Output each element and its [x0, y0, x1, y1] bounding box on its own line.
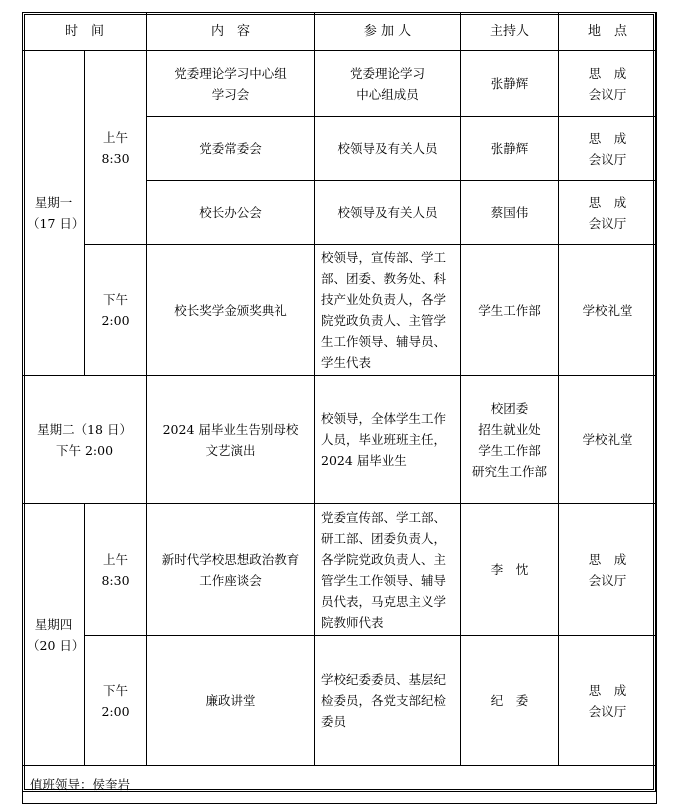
content-cell: 校长办公会	[147, 181, 315, 245]
participants-cell: 党委理论学习 中心组成员	[315, 51, 461, 117]
host-cell: 纪 委	[461, 636, 559, 766]
header-time: 时 间	[23, 13, 147, 51]
slot-cell-pm: 下午 2:00	[85, 636, 147, 766]
table-row	[23, 636, 657, 766]
header-venue: 地 点	[559, 13, 657, 51]
participants-cell: 校领导，宣传部、学工部、团委、教务处、科技产业处负责人，各学院党政负责人、主管学生工作领导、辅导员、学生代表	[315, 245, 461, 376]
schedule-table	[22, 12, 657, 804]
slot-cell-am: 上午 8:30	[85, 504, 147, 636]
participants-cell: 校领导，全体学生工作人员，毕业班班主任，2024 届毕业生	[315, 376, 461, 504]
content-cell: 党委常委会	[147, 117, 315, 181]
host-cell: 校团委 招生就业处 学生工作部 研究生工作部	[461, 376, 559, 504]
participants-cell: 校领导及有关人员	[315, 181, 461, 245]
duty-row	[23, 766, 657, 804]
day-cell-thursday: 星期四 （20 日）	[23, 504, 85, 766]
participants-cell: 党委宣传部、学工部、研工部、团委负责人，各学院党政负责人、主管学生工作领导、辅导员代表，马克思主义学院教师代表	[315, 504, 461, 636]
venue-cell: 思 成 会议厅	[559, 117, 657, 181]
table-row	[23, 245, 657, 376]
host-cell: 蔡国伟	[461, 181, 559, 245]
header-host: 主持人	[461, 13, 559, 51]
participants-cell: 校领导及有关人员	[315, 117, 461, 181]
participants-cell: 学校纪委委员、基层纪检委员，各党支部纪检委员	[315, 636, 461, 766]
duty-leader-cell	[23, 766, 657, 804]
slot-cell-am: 上午 8:30	[85, 51, 147, 245]
venue-cell: 学校礼堂	[559, 376, 657, 504]
host-cell: 学生工作部	[461, 245, 559, 376]
content-cell: 党委理论学习中心组 学习会	[147, 51, 315, 117]
table-row	[23, 376, 657, 504]
table-row	[23, 504, 657, 636]
day-cell-tuesday: 星期二（18 日） 下午 2:00	[23, 376, 147, 504]
content-cell: 新时代学校思想政治教育 工作座谈会	[147, 504, 315, 636]
header-participants: 参 加 人	[315, 13, 461, 51]
duty-name: 侯奎岩	[92, 777, 131, 792]
venue-cell: 思 成 会议厅	[559, 181, 657, 245]
table-row	[23, 51, 657, 117]
header-content: 内 容	[147, 13, 315, 51]
content-cell: 廉政讲堂	[147, 636, 315, 766]
day-cell-monday: 星期一 （17 日）	[23, 51, 85, 376]
duty-label: 值班领导：	[30, 777, 93, 792]
header-row	[23, 13, 657, 51]
venue-cell: 思 成 会议厅	[559, 51, 657, 117]
host-cell: 张静辉	[461, 117, 559, 181]
venue-cell: 思 成 会议厅	[559, 504, 657, 636]
host-cell: 张静辉	[461, 51, 559, 117]
host-cell: 李 忱	[461, 504, 559, 636]
slot-cell-pm: 下午 2:00	[85, 245, 147, 376]
content-cell: 校长奖学金颁奖典礼	[147, 245, 315, 376]
venue-cell: 学校礼堂	[559, 245, 657, 376]
content-cell: 2024 届毕业生告别母校 文艺演出	[147, 376, 315, 504]
venue-cell: 思 成 会议厅	[559, 636, 657, 766]
